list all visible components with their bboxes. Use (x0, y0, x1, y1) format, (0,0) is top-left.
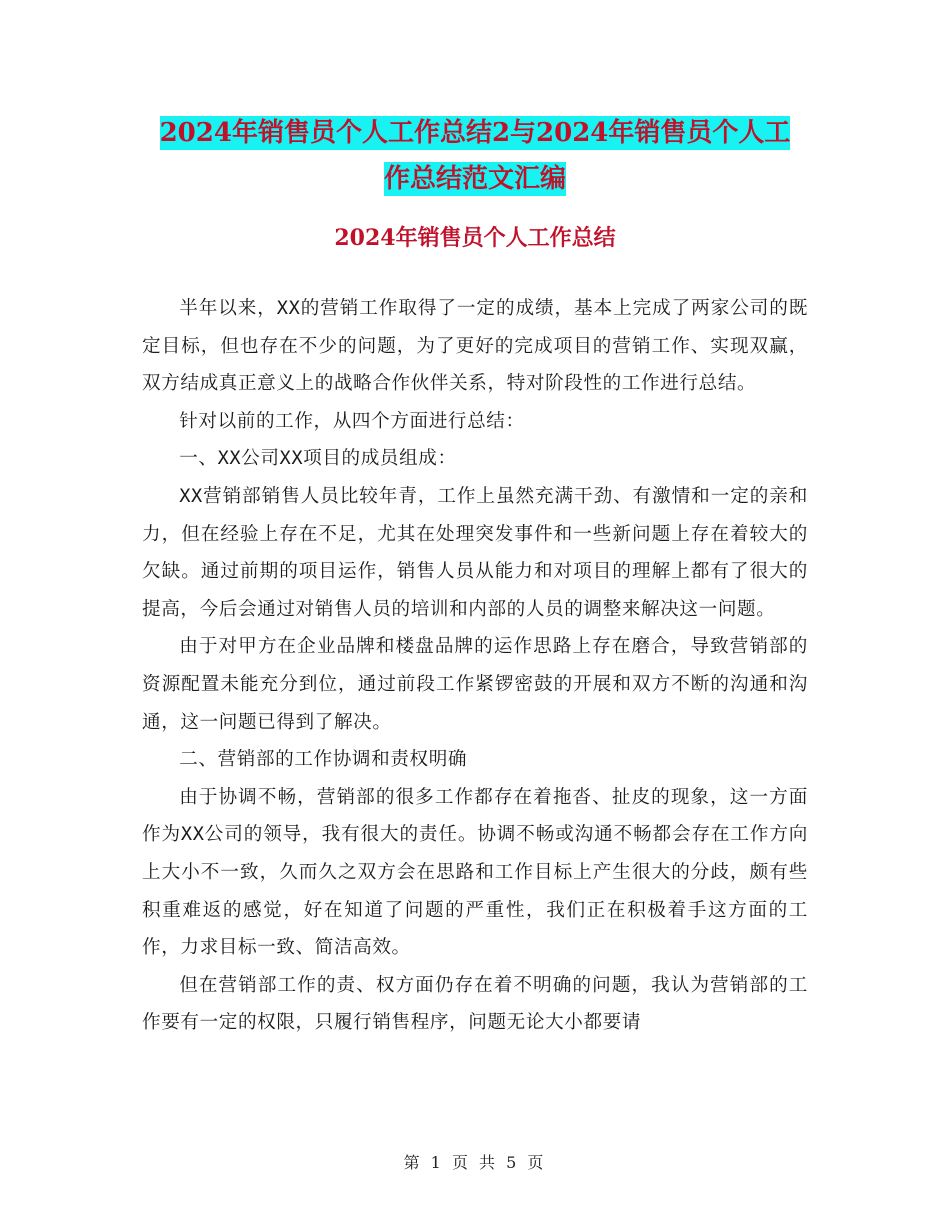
paragraph: 二、营销部的工作协调和责权明确 (179, 749, 468, 771)
section-title: 2024年销售员个人工作总结 (334, 225, 616, 251)
document-title-line-1 (0, 110, 950, 156)
title-highlight: 作总结范文汇编 (383, 164, 566, 194)
paragraph: 由于协调不畅，营销部的很多工作都存在着拖沓、扯皮的现象，这一方面作为XX公司的领导，我有很大的责任。协调不畅或沟通不畅都会存在工作方向上大小不一致，久而久之双方会在思路和工作目标上产生很大的分歧，颇有些积重难返的感觉，好在知道了问题的严重性，我们正在积极着手这方面的工作，力求目标一致、简洁高效。 (142, 786, 808, 959)
document-body (142, 290, 808, 1042)
document-title-line-2 (0, 156, 950, 202)
paragraph: 由于对甲方在企业品牌和楼盘品牌的运作思路上存在磨合，导致营销部的资源配置未能充分到位，通过前段工作紧锣密鼓的开展和双方不断的沟通和沟通，这一问题已得到了解决。 (142, 636, 808, 733)
paragraph: 半年以来，XX的营销工作取得了一定的成绩，基本上完成了两家公司的既定目标，但也存在不少的问题，为了更好的完成项目的营销工作、实现双赢，双方结成真正意义上的战略合作伙伴关系，特对阶段性的工作进行总结。 (142, 298, 808, 395)
paragraph: 针对以前的工作，从四个方面进行总结： (179, 410, 525, 432)
paragraph: XX营销部销售人员比较年青，工作上虽然充满干劲、有激情和一定的亲和力，但在经验上存在不足，尤其在处理突发事件和一些新问题上存在着较大的欠缺。通过前期的项目运作，销售人员从能力和对项目的理解上都有了很大的提高，今后会通过对销售人员的培训和内部的人员的调整来解决这一问题。 (142, 485, 808, 620)
paragraph: 一、XX公司XX项目的成员组成： (179, 448, 457, 470)
paragraph: 但在营销部工作的责、权方面仍存在着不明确的问题，我认为营销部的工作要有一定的权限，只履行销售程序，问题无论大小都要请 (142, 974, 808, 1034)
title-highlight: 2024年销售员个人工作总结2与2024年销售员个人工 (159, 118, 791, 148)
page-number-footer: 第 1 页 共 5 页 (403, 1153, 547, 1172)
